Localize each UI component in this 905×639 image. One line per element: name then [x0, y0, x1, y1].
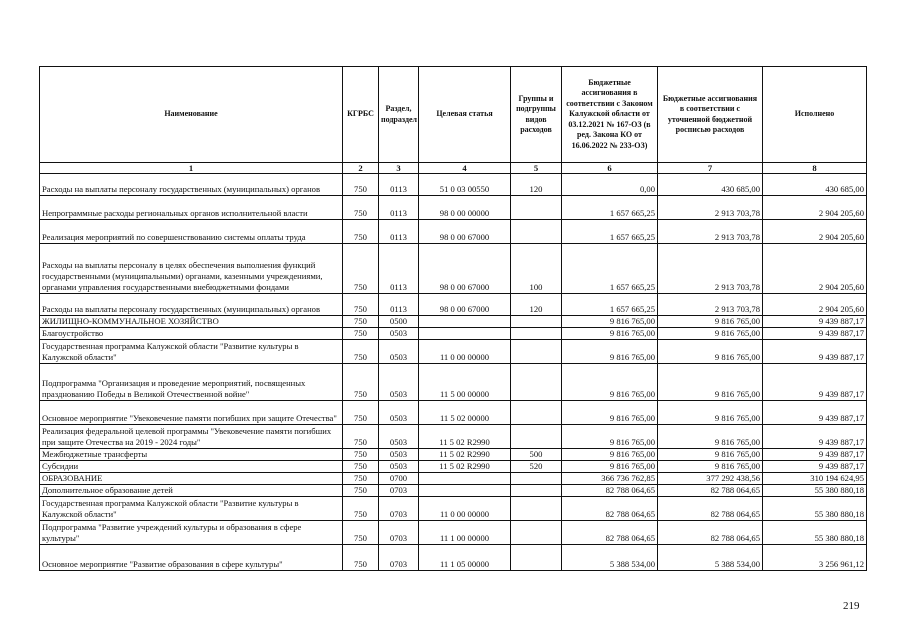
row-executed-amount: 9 439 887,17 — [763, 364, 867, 401]
header-kgrbs: КГРБС — [343, 67, 379, 163]
row-group — [511, 521, 562, 545]
row-refined-amount: 430 685,00 — [658, 174, 763, 196]
header-law: Бюджетные ассигнования в соответствии с Законом Калужской области от 03.12.2021 № 167-ОЗ (в ред. Закона КО от 16.06.2022 № 233-ОЗ) — [562, 67, 658, 163]
column-number-row — [40, 163, 867, 174]
row-group: 100 — [511, 244, 562, 294]
row-section: 0113 — [379, 294, 419, 316]
row-refined-amount: 2 913 703,78 — [658, 196, 763, 220]
page-number: 219 — [843, 600, 860, 612]
row-target: 98 0 00 67000 — [419, 220, 511, 244]
row-target: 11 5 02 R2990 — [419, 461, 511, 473]
row-name: ОБРАЗОВАНИЕ — [40, 473, 343, 485]
table-row — [40, 497, 867, 521]
row-group: 500 — [511, 449, 562, 461]
table-row — [40, 401, 867, 425]
row-section: 0703 — [379, 497, 419, 521]
row-target — [419, 485, 511, 497]
row-kgrbs: 750 — [343, 545, 379, 571]
row-kgrbs: 750 — [343, 401, 379, 425]
column-number: 7 — [658, 163, 763, 174]
row-target — [419, 473, 511, 485]
row-law-amount: 9 816 765,00 — [562, 364, 658, 401]
row-executed-amount: 55 380 880,18 — [763, 521, 867, 545]
row-section: 0503 — [379, 425, 419, 449]
row-executed-amount: 430 685,00 — [763, 174, 867, 196]
table-row — [40, 473, 867, 485]
row-kgrbs: 750 — [343, 425, 379, 449]
row-refined-amount: 82 788 064,65 — [658, 497, 763, 521]
row-law-amount: 0,00 — [562, 174, 658, 196]
row-section: 0503 — [379, 461, 419, 473]
row-group: 520 — [511, 461, 562, 473]
row-group — [511, 485, 562, 497]
row-name: Расходы на выплаты персоналу государственных (муниципальных) органов — [40, 294, 343, 316]
row-kgrbs: 750 — [343, 316, 379, 328]
row-kgrbs: 750 — [343, 244, 379, 294]
row-group — [511, 473, 562, 485]
row-group — [511, 340, 562, 364]
row-name: Реализация мероприятий по совершенствованию системы оплаты труда — [40, 220, 343, 244]
row-name: Непрограммные расходы региональных органов исполнительной власти — [40, 196, 343, 220]
row-executed-amount: 9 439 887,17 — [763, 340, 867, 364]
column-number: 4 — [419, 163, 511, 174]
row-target: 11 0 00 00000 — [419, 340, 511, 364]
row-section: 0113 — [379, 244, 419, 294]
row-target: 98 0 00 67000 — [419, 244, 511, 294]
row-kgrbs: 750 — [343, 521, 379, 545]
row-executed-amount: 9 439 887,17 — [763, 401, 867, 425]
row-section: 0503 — [379, 340, 419, 364]
row-law-amount: 9 816 765,00 — [562, 340, 658, 364]
table-row — [40, 174, 867, 196]
row-name: Расходы на выплаты персоналу государственных (муниципальных) органов — [40, 174, 343, 196]
row-name: Основное мероприятие "Развитие образования в сфере культуры" — [40, 545, 343, 571]
row-refined-amount: 5 388 534,00 — [658, 545, 763, 571]
row-group — [511, 316, 562, 328]
header-refined: Бюджетные ассигнования в соответствии с уточненной бюджетной росписью расходов — [658, 67, 763, 163]
row-executed-amount: 2 904 205,60 — [763, 294, 867, 316]
row-name: Подпрограмма "Организация и проведение мероприятий, посвященных празднованию Победы в Великой Отечественной войне" — [40, 364, 343, 401]
row-section: 0500 — [379, 316, 419, 328]
row-refined-amount: 9 816 765,00 — [658, 316, 763, 328]
table-row — [40, 196, 867, 220]
table-row — [40, 425, 867, 449]
row-group — [511, 220, 562, 244]
row-kgrbs: 750 — [343, 449, 379, 461]
row-executed-amount: 2 904 205,60 — [763, 196, 867, 220]
row-target — [419, 316, 511, 328]
row-section: 0703 — [379, 545, 419, 571]
header-section: Раздел, подраздел — [379, 67, 419, 163]
table-row — [40, 220, 867, 244]
row-executed-amount: 55 380 880,18 — [763, 497, 867, 521]
row-kgrbs: 750 — [343, 294, 379, 316]
row-refined-amount: 82 788 064,65 — [658, 521, 763, 545]
header-executed: Исполнено — [763, 67, 867, 163]
row-target: 11 5 02 R2990 — [419, 425, 511, 449]
column-number: 6 — [562, 163, 658, 174]
column-number: 2 — [343, 163, 379, 174]
row-law-amount: 366 736 762,85 — [562, 473, 658, 485]
table-row — [40, 316, 867, 328]
row-kgrbs: 750 — [343, 473, 379, 485]
row-group: 120 — [511, 174, 562, 196]
row-executed-amount: 9 439 887,17 — [763, 316, 867, 328]
row-refined-amount: 377 292 438,56 — [658, 473, 763, 485]
header-name: Наименование — [40, 67, 343, 163]
table-row — [40, 485, 867, 497]
row-law-amount: 82 788 064,65 — [562, 521, 658, 545]
row-refined-amount: 9 816 765,00 — [658, 328, 763, 340]
row-refined-amount: 2 913 703,78 — [658, 244, 763, 294]
row-name: Основное мероприятие "Увековечение памяти погибших при защите Отечества" — [40, 401, 343, 425]
table-row — [40, 294, 867, 316]
table-row — [40, 340, 867, 364]
row-section: 0503 — [379, 364, 419, 401]
row-law-amount: 1 657 665,25 — [562, 220, 658, 244]
row-law-amount: 1 657 665,25 — [562, 244, 658, 294]
row-refined-amount: 9 816 765,00 — [658, 461, 763, 473]
row-refined-amount: 9 816 765,00 — [658, 340, 763, 364]
row-name: Межбюджетные трансферты — [40, 449, 343, 461]
row-law-amount: 82 788 064,65 — [562, 485, 658, 497]
row-group — [511, 328, 562, 340]
row-kgrbs: 750 — [343, 196, 379, 220]
row-name: ЖИЛИЩНО-КОММУНАЛЬНОЕ ХОЗЯЙСТВО — [40, 316, 343, 328]
row-group — [511, 497, 562, 521]
row-law-amount: 9 816 765,00 — [562, 328, 658, 340]
row-executed-amount: 2 904 205,60 — [763, 220, 867, 244]
header-target: Целевая статья — [419, 67, 511, 163]
row-name: Реализация федеральной целевой программы "Увековечение памяти погибших при защите Отечества на 2019 - 2024 годы" — [40, 425, 343, 449]
row-kgrbs: 750 — [343, 328, 379, 340]
row-target: 98 0 00 67000 — [419, 294, 511, 316]
row-executed-amount: 55 380 880,18 — [763, 485, 867, 497]
row-group: 120 — [511, 294, 562, 316]
row-section: 0700 — [379, 473, 419, 485]
table-body — [40, 174, 867, 571]
row-name: Благоустройство — [40, 328, 343, 340]
row-section: 0503 — [379, 449, 419, 461]
row-section: 0113 — [379, 220, 419, 244]
row-section: 0703 — [379, 485, 419, 497]
row-law-amount: 9 816 765,00 — [562, 461, 658, 473]
column-number: 1 — [40, 163, 343, 174]
row-kgrbs: 750 — [343, 174, 379, 196]
row-group — [511, 196, 562, 220]
budget-table-sheet — [39, 66, 866, 571]
row-target: 11 5 00 00000 — [419, 364, 511, 401]
row-target: 11 5 02 R2990 — [419, 449, 511, 461]
row-name: Расходы на выплаты персоналу в целях обеспечения выполнения функций государственными (муниципальными) органами, казенными учреждениями, органами управления государственными внебюджетными фондами — [40, 244, 343, 294]
row-name: Субсидии — [40, 461, 343, 473]
row-law-amount: 9 816 765,00 — [562, 425, 658, 449]
row-refined-amount: 9 816 765,00 — [658, 449, 763, 461]
row-kgrbs: 750 — [343, 497, 379, 521]
header-groups: Группы и подгруппы видов расходов — [511, 67, 562, 163]
row-executed-amount: 3 256 961,12 — [763, 545, 867, 571]
table-row — [40, 328, 867, 340]
row-group — [511, 545, 562, 571]
row-executed-amount: 9 439 887,17 — [763, 461, 867, 473]
row-law-amount: 5 388 534,00 — [562, 545, 658, 571]
row-executed-amount: 9 439 887,17 — [763, 425, 867, 449]
row-kgrbs: 750 — [343, 220, 379, 244]
row-executed-amount: 9 439 887,17 — [763, 449, 867, 461]
row-section: 0503 — [379, 401, 419, 425]
table-row — [40, 461, 867, 473]
column-number: 3 — [379, 163, 419, 174]
row-refined-amount: 9 816 765,00 — [658, 364, 763, 401]
row-kgrbs: 750 — [343, 485, 379, 497]
row-executed-amount: 9 439 887,17 — [763, 328, 867, 340]
row-law-amount: 9 816 765,00 — [562, 401, 658, 425]
row-law-amount: 1 657 665,25 — [562, 196, 658, 220]
table-row — [40, 364, 867, 401]
row-law-amount: 9 816 765,00 — [562, 449, 658, 461]
row-refined-amount: 9 816 765,00 — [658, 425, 763, 449]
row-section: 0113 — [379, 174, 419, 196]
table-row — [40, 521, 867, 545]
row-target: 11 5 02 00000 — [419, 401, 511, 425]
row-group — [511, 401, 562, 425]
row-kgrbs: 750 — [343, 461, 379, 473]
row-law-amount: 82 788 064,65 — [562, 497, 658, 521]
row-target: 11 0 00 00000 — [419, 497, 511, 521]
row-target: 98 0 00 00000 — [419, 196, 511, 220]
row-refined-amount: 2 913 703,78 — [658, 220, 763, 244]
table-row — [40, 449, 867, 461]
row-section: 0703 — [379, 521, 419, 545]
table-row — [40, 545, 867, 571]
row-group — [511, 425, 562, 449]
row-name: Дополнительное образование детей — [40, 485, 343, 497]
row-target: 11 1 00 00000 — [419, 521, 511, 545]
row-section: 0503 — [379, 328, 419, 340]
column-number: 5 — [511, 163, 562, 174]
row-name: Государственная программа Калужской области "Развитие культуры в Калужской области" — [40, 497, 343, 521]
row-refined-amount: 2 913 703,78 — [658, 294, 763, 316]
row-kgrbs: 750 — [343, 340, 379, 364]
row-target: 51 0 03 00550 — [419, 174, 511, 196]
row-law-amount: 9 816 765,00 — [562, 316, 658, 328]
row-name: Подпрограмма "Развитие учреждений культуры и образования в сфере культуры" — [40, 521, 343, 545]
table-header-row — [40, 67, 867, 163]
column-number: 8 — [763, 163, 867, 174]
row-target: 11 1 05 00000 — [419, 545, 511, 571]
row-kgrbs: 750 — [343, 364, 379, 401]
row-refined-amount: 9 816 765,00 — [658, 401, 763, 425]
row-law-amount: 1 657 665,25 — [562, 294, 658, 316]
row-name: Государственная программа Калужской области "Развитие культуры в Калужской области" — [40, 340, 343, 364]
table-row — [40, 244, 867, 294]
row-executed-amount: 2 904 205,60 — [763, 244, 867, 294]
row-section: 0113 — [379, 196, 419, 220]
row-refined-amount: 82 788 064,65 — [658, 485, 763, 497]
row-group — [511, 364, 562, 401]
budget-table — [39, 66, 867, 571]
row-executed-amount: 310 194 624,95 — [763, 473, 867, 485]
row-target — [419, 328, 511, 340]
